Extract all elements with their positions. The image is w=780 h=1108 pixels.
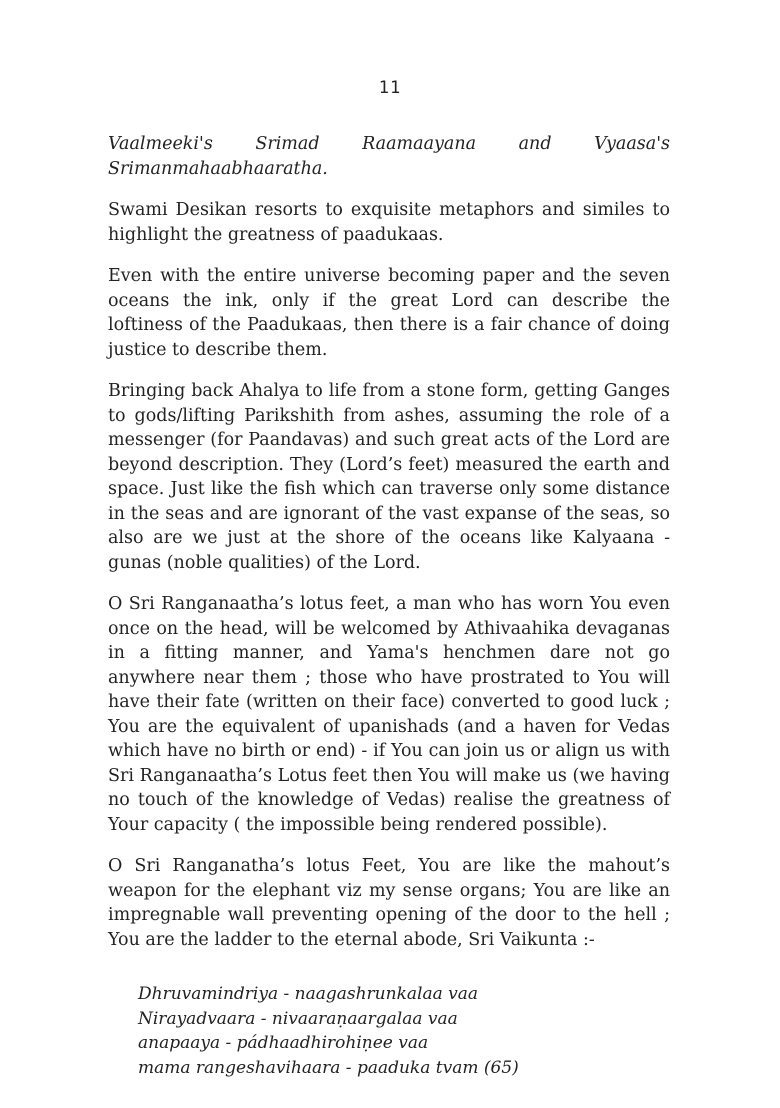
paragraph: O Sri Ranganatha’s lotus Feet, You are like the mahout’s weapon for the elephant viz my sense organs; You are like an impregnable wall preventing opening of the door to the hell ; You are the ladder to the eternal abode, Sri Vaikunta :- [108,856,670,950]
paragraph: Swami Desikan resorts to exquisite metaphors and similes to highlight the greatness of paadukaas. [108,200,670,245]
title-line-1 [108,132,670,157]
verse-line: Dhruvamindriya - naagashrunkalaa vaa [138,984,478,1004]
title-word: Raamaayana [362,134,477,154]
paragraph: Bringing back Ahalya to life from a stone form, getting Ganges to gods/lifting Parikshith from ashes, assuming the role of a messenger (for Paandavas) and such great acts of the Lord are beyond description. They (Lord’s feet) measured the earth and space. Just like the fish which can traverse only some distance in the seas and are ignorant of the vast expanse of the seas, so also are we just at the shore of the oceans like Kalyaana -gunas (noble qualities) of the Lord. [108,381,670,573]
verse-line: mama rangeshavihaara - paaduka tvam (65) [138,1057,519,1078]
verse-block [138,982,670,1080]
page-body [108,132,670,1080]
paragraph: O Sri Ranganaatha’s lotus feet, a man who has worn You even once on the head, will be welcomed by Athivaahika devaganas in a fitting manner, and Yama's henchmen dare not go anywhere near them ; those who have prostrated to You will have their fate (written on their face) converted to good luck ; You are the equivalent of upanishads (and a haven for Vedas which have no birth or end) - if You can join us or align us with Sri Ranganaatha’s Lotus feet then You will make us (we having no touch of the knowledge of Vedas) realise the greatness of Your capacity ( the impossible being rendered possible). [108,594,670,835]
title-line-2: Srimanmahaabhaaratha. [108,158,328,179]
title-word: Vyaasa's [594,134,670,154]
paragraph: Even with the entire universe becoming paper and the seven oceans the ink, only if the great Lord can describe the loftiness of the Paadukaas, then there is a fair chance of doing justice to describe them. [108,266,670,360]
title-word: Srimad [255,134,320,154]
title-word: Vaalmeeki's [108,134,213,154]
verse-line: anapaaya - pádhaadhirohiṇee vaa [138,1033,429,1053]
page-number: 11 [378,78,402,98]
verse-line: Nirayadvaara - nivaaraṇaargalaa vaa [138,1008,458,1029]
title-word: and [518,134,552,154]
